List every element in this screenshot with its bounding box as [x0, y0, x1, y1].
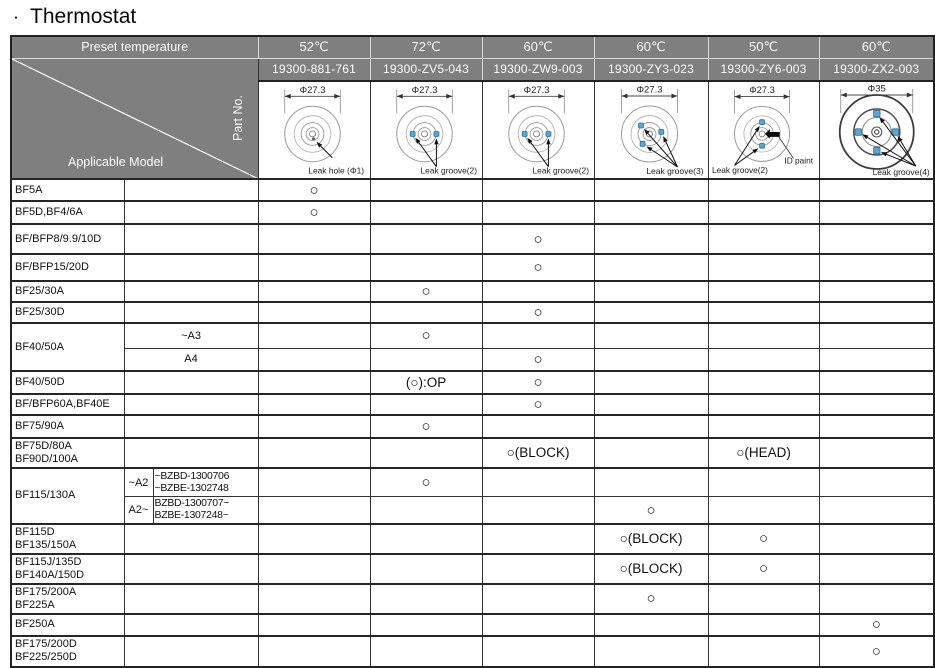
- table-row: [11, 584, 934, 614]
- compat-cell-col-1: [370, 348, 482, 371]
- model-cell: BF115J/135D BF140A/150D: [11, 554, 124, 584]
- compat-cell-col-0: [258, 415, 370, 438]
- compat-cell-col-2: [482, 554, 594, 584]
- compat-cell-col-0: [258, 438, 370, 468]
- part-no-value-0: 19300-881-761: [258, 58, 370, 81]
- compat-cell-col-1: [370, 584, 482, 614]
- compat-cell-col-1: (○):OP: [370, 371, 482, 394]
- compat-cell-col-4: [708, 281, 819, 302]
- model-cell: BF115D BF135/150A: [11, 524, 124, 554]
- compat-cell-col-5: [819, 584, 934, 614]
- table-row: [11, 224, 934, 254]
- compat-cell-col-4: [708, 254, 819, 281]
- compat-cell-col-0: [258, 323, 370, 348]
- model-cell: BF75D/80A BF90D/100A: [11, 438, 124, 468]
- model-cell: BF25/30A: [11, 281, 124, 302]
- compat-cell-col-1: [370, 636, 482, 667]
- svg-text:Leak groove(2): Leak groove(2): [420, 165, 477, 176]
- compat-cell-col-4: [708, 323, 819, 348]
- compat-cell-col-3: [594, 302, 708, 323]
- table-row: [11, 302, 934, 323]
- model-cell: BF/BFP60A,BF40E: [11, 394, 124, 415]
- variant-cell: [124, 179, 258, 201]
- variant-cell: [124, 524, 258, 554]
- compat-cell-col-1: [370, 394, 482, 415]
- table-row: [11, 554, 934, 584]
- model-cell: BF5A: [11, 179, 124, 201]
- svg-text:Leak groove(4): Leak groove(4): [872, 167, 930, 177]
- variant-cell: [124, 224, 258, 254]
- compat-cell-col-1: ○: [370, 281, 482, 302]
- compat-cell-col-4: [708, 584, 819, 614]
- table-row: [11, 281, 934, 302]
- compat-cell-col-2: ○(BLOCK): [482, 438, 594, 468]
- part-no-value-1: 19300-ZV5-043: [370, 58, 482, 81]
- compat-cell-col-0: [258, 554, 370, 584]
- diagram-cell-4: [708, 81, 819, 179]
- diagram-cell-5: [819, 81, 934, 179]
- table-row: [11, 468, 934, 497]
- title-bullet: ・: [10, 10, 23, 25]
- variant-cell: ~A3: [124, 323, 258, 348]
- compat-cell-col-3: [594, 371, 708, 394]
- page-title: [10, 5, 136, 29]
- compat-cell-col-3: ○: [594, 584, 708, 614]
- model-cell: BF25/30D: [11, 302, 124, 323]
- header-row-temp: [11, 36, 934, 58]
- compat-cell-col-2: ○: [482, 302, 594, 323]
- compat-cell-col-5: [819, 468, 934, 497]
- compat-cell-col-3: [594, 415, 708, 438]
- variant-cell: [124, 636, 258, 667]
- compat-cell-col-3: [594, 348, 708, 371]
- compat-cell-col-0: [258, 394, 370, 415]
- compat-cell-col-0: ○: [258, 179, 370, 201]
- thermostat-table: [10, 35, 935, 668]
- compat-cell-col-1: ○: [370, 323, 482, 348]
- compat-cell-col-3: [594, 323, 708, 348]
- compat-cell-col-5: [819, 179, 934, 201]
- thermostat-face-diagram: [709, 82, 819, 178]
- compat-cell-col-2: ○: [482, 371, 594, 394]
- compat-cell-col-2: [482, 497, 594, 524]
- model-cell: BF75/90A: [11, 415, 124, 438]
- compat-cell-col-0: [258, 281, 370, 302]
- compat-cell-col-3: ○(BLOCK): [594, 524, 708, 554]
- variant-cell: [124, 281, 258, 302]
- variant-cell: A2~: [124, 497, 153, 524]
- svg-text:Φ27.3: Φ27.3: [748, 85, 775, 96]
- compat-cell-col-4: [708, 636, 819, 667]
- compat-cell-col-0: [258, 497, 370, 524]
- table-row: [11, 323, 934, 348]
- compat-cell-col-3: [594, 394, 708, 415]
- compat-cell-col-5: ○: [819, 636, 934, 667]
- compat-cell-col-4: [708, 302, 819, 323]
- compat-cell-col-0: [258, 224, 370, 254]
- compat-cell-col-0: [258, 636, 370, 667]
- applicable-model-label: Applicable Model: [68, 155, 164, 169]
- table-row: [11, 179, 934, 201]
- compat-cell-col-3: [594, 254, 708, 281]
- compat-cell-col-4: [708, 415, 819, 438]
- part-no-value-3: 19300-ZY3-023: [594, 58, 708, 81]
- table-row: [11, 497, 934, 524]
- compat-cell-col-5: [819, 348, 934, 371]
- compat-cell-col-2: [482, 179, 594, 201]
- variant-cell: [124, 302, 258, 323]
- table-row: [11, 636, 934, 667]
- compat-cell-col-5: [819, 415, 934, 438]
- preset-temp-value-1: 72℃: [370, 36, 482, 58]
- svg-text:Φ27.3: Φ27.3: [523, 83, 549, 95]
- compat-cell-col-3: [594, 636, 708, 667]
- compat-cell-col-3: ○(BLOCK): [594, 554, 708, 584]
- svg-text:ID paint: ID paint: [783, 155, 813, 166]
- compat-cell-col-4: [708, 497, 819, 524]
- variant-cell: [124, 415, 258, 438]
- compat-cell-col-5: [819, 281, 934, 302]
- svg-text:Φ27.3: Φ27.3: [299, 83, 325, 95]
- preset-temp-value-0: 52℃: [258, 36, 370, 58]
- compat-cell-col-0: [258, 371, 370, 394]
- compat-cell-col-2: [482, 323, 594, 348]
- variant-cell: [124, 554, 258, 584]
- table-row: [11, 201, 934, 224]
- variant-cell: A4: [124, 348, 258, 371]
- table-row: [11, 371, 934, 394]
- svg-text:Leak groove(2): Leak groove(2): [532, 165, 589, 176]
- compat-cell-col-3: [594, 468, 708, 497]
- compat-cell-col-0: [258, 584, 370, 614]
- svg-text:Leak groove(3): Leak groove(3): [645, 166, 704, 176]
- serial-range-cell: ~BZBD-1300706 ~BZBE-1302748: [153, 468, 258, 497]
- model-cell: BF/BFP8/9.9/10D: [11, 224, 124, 254]
- compat-cell-col-0: [258, 524, 370, 554]
- variant-cell: [124, 394, 258, 415]
- compat-cell-col-4: [708, 614, 819, 636]
- compat-cell-col-3: [594, 438, 708, 468]
- model-cell: BF175/200D BF225/250D: [11, 636, 124, 667]
- compat-cell-col-0: [258, 468, 370, 497]
- compat-cell-col-2: ○: [482, 394, 594, 415]
- model-cell: BF5D,BF4/6A: [11, 201, 124, 224]
- compat-cell-col-4: ○(HEAD): [708, 438, 819, 468]
- compat-cell-col-4: [708, 224, 819, 254]
- diagram-cell-1: [370, 81, 482, 179]
- model-cell: BF250A: [11, 614, 124, 636]
- compat-cell-col-5: [819, 497, 934, 524]
- compat-cell-col-5: [819, 371, 934, 394]
- compat-cell-col-1: [370, 179, 482, 201]
- table-row: [11, 614, 934, 636]
- serial-range-cell: BZBD-1300707~ BZBE-1307248~: [153, 497, 258, 524]
- compat-cell-col-1: [370, 201, 482, 224]
- compat-cell-col-4: [708, 468, 819, 497]
- model-cell: BF/BFP15/20D: [11, 254, 124, 281]
- svg-text:Φ27.3: Φ27.3: [635, 84, 663, 96]
- thermostat-face-diagram: [371, 82, 482, 178]
- corner-cell: [11, 58, 258, 179]
- compat-cell-col-2: [482, 584, 594, 614]
- compat-cell-col-5: [819, 554, 934, 584]
- preset-temp-value-4: 50℃: [708, 36, 819, 58]
- compat-cell-col-0: [258, 348, 370, 371]
- preset-temp-value-2: 60℃: [482, 36, 594, 58]
- thermostat-face-diagram: [595, 82, 708, 178]
- compat-cell-col-2: ○: [482, 254, 594, 281]
- variant-cell: [124, 614, 258, 636]
- compat-cell-col-2: [482, 614, 594, 636]
- thermostat-face-diagram: [259, 82, 370, 178]
- compat-cell-col-1: [370, 224, 482, 254]
- compat-cell-col-1: [370, 438, 482, 468]
- compat-cell-col-1: [370, 497, 482, 524]
- compat-cell-col-2: [482, 468, 594, 497]
- compat-cell-col-4: [708, 201, 819, 224]
- compat-cell-col-2: [482, 415, 594, 438]
- table-row: [11, 415, 934, 438]
- table-row: [11, 524, 934, 554]
- compat-cell-col-1: [370, 524, 482, 554]
- model-cell: BF115/130A: [11, 468, 124, 524]
- compat-cell-col-5: [819, 394, 934, 415]
- model-cell: BF40/50D: [11, 371, 124, 394]
- model-cell: BF40/50A: [11, 323, 124, 371]
- part-no-label: Part No.: [230, 95, 245, 142]
- header-row-partno: [11, 58, 934, 81]
- compat-cell-col-3: [594, 614, 708, 636]
- compat-cell-col-1: [370, 554, 482, 584]
- part-no-value-2: 19300-ZW9-003: [482, 58, 594, 81]
- table-row: [11, 254, 934, 281]
- compat-cell-col-3: [594, 224, 708, 254]
- compat-cell-col-4: [708, 179, 819, 201]
- compat-cell-col-2: [482, 636, 594, 667]
- compat-cell-col-5: [819, 201, 934, 224]
- thermostat-face-diagram: [483, 82, 594, 178]
- svg-text:Leak hole (Φ1): Leak hole (Φ1): [307, 165, 364, 176]
- preset-temperature-label: Preset temperature: [11, 36, 258, 58]
- compat-cell-col-3: [594, 179, 708, 201]
- compat-cell-col-4: [708, 394, 819, 415]
- diagram-cell-0: [258, 81, 370, 179]
- variant-cell: [124, 201, 258, 224]
- compat-cell-col-4: ○: [708, 524, 819, 554]
- compat-cell-col-4: ○: [708, 554, 819, 584]
- compat-cell-col-0: ○: [258, 201, 370, 224]
- variant-cell: ~A2: [124, 468, 153, 497]
- table-row: [11, 348, 934, 371]
- variant-cell: [124, 438, 258, 468]
- compat-cell-col-2: [482, 281, 594, 302]
- compat-cell-col-4: [708, 348, 819, 371]
- compat-cell-col-2: [482, 201, 594, 224]
- compat-cell-col-2: ○: [482, 224, 594, 254]
- variant-cell: [124, 371, 258, 394]
- compat-cell-col-5: [819, 323, 934, 348]
- preset-temp-value-5: 60℃: [819, 36, 934, 58]
- compat-cell-col-5: [819, 254, 934, 281]
- compat-cell-col-1: [370, 254, 482, 281]
- compat-cell-col-3: ○: [594, 497, 708, 524]
- compat-cell-col-0: [258, 614, 370, 636]
- compat-cell-col-2: ○: [482, 348, 594, 371]
- compat-cell-col-3: [594, 201, 708, 224]
- table-row: [11, 394, 934, 415]
- preset-temp-value-3: 60℃: [594, 36, 708, 58]
- svg-text:Φ35: Φ35: [867, 83, 886, 95]
- variant-cell: [124, 584, 258, 614]
- compat-cell-col-1: [370, 302, 482, 323]
- compat-cell-col-1: [370, 614, 482, 636]
- compat-cell-col-2: [482, 524, 594, 554]
- compat-cell-col-1: ○: [370, 415, 482, 438]
- diagram-cell-3: [594, 81, 708, 179]
- part-no-value-4: 19300-ZY6-003: [708, 58, 819, 81]
- compat-cell-col-4: [708, 371, 819, 394]
- svg-text:Φ27.3: Φ27.3: [411, 83, 437, 95]
- compat-cell-col-5: [819, 224, 934, 254]
- svg-text:Leak groove(2): Leak groove(2): [711, 165, 768, 176]
- compat-cell-col-3: [594, 281, 708, 302]
- table-row: [11, 438, 934, 468]
- model-cell: BF175/200A BF225A: [11, 584, 124, 614]
- compat-cell-col-0: [258, 302, 370, 323]
- thermostat-face-diagram: [820, 82, 934, 178]
- variant-cell: [124, 254, 258, 281]
- compat-cell-col-5: [819, 438, 934, 468]
- compat-cell-col-5: ○: [819, 614, 934, 636]
- compat-cell-col-1: ○: [370, 468, 482, 497]
- diagram-cell-2: [482, 81, 594, 179]
- part-no-value-5: 19300-ZX2-003: [819, 58, 934, 81]
- compat-cell-col-5: [819, 302, 934, 323]
- page-title-text: Thermostat: [30, 5, 137, 28]
- compat-cell-col-0: [258, 254, 370, 281]
- compat-cell-col-5: [819, 524, 934, 554]
